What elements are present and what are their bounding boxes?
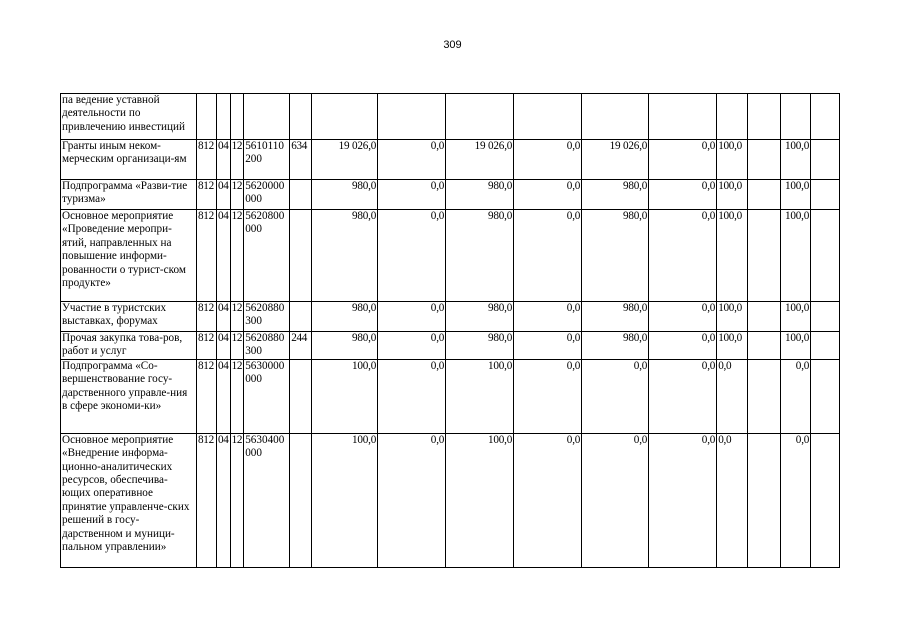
row-name: Основное мероприятие «Внедрение информа-ционно-аналитических ресурсов, обеспечива-ющих оперативное принятие управленче-ских решений в госу-дарственном и муници-пальном управлении» xyxy=(61,433,197,567)
amount-5: 980,0 xyxy=(582,210,649,302)
table-row xyxy=(61,94,840,140)
amount-6 xyxy=(649,94,717,140)
ministry-code: 812 xyxy=(197,332,217,360)
ministry-code: 812 xyxy=(197,433,217,567)
subsection-code: 12 xyxy=(230,140,244,180)
amount-1: 980,0 xyxy=(312,210,378,302)
percent-2 xyxy=(748,359,781,433)
ministry-code xyxy=(197,94,217,140)
amount-3: 980,0 xyxy=(446,332,514,360)
section-code: 04 xyxy=(217,180,231,210)
amount-2 xyxy=(378,94,446,140)
subsection-code: 12 xyxy=(230,180,244,210)
amount-5: 0,0 xyxy=(582,359,649,433)
subsection-code: 12 xyxy=(230,210,244,302)
amount-2: 0,0 xyxy=(378,332,446,360)
amount-3: 980,0 xyxy=(446,302,514,332)
amount-4: 0,0 xyxy=(514,433,582,567)
table-row xyxy=(61,359,840,433)
empty-cell xyxy=(811,180,840,210)
amount-3: 100,0 xyxy=(446,359,514,433)
amount-3: 19 026,0 xyxy=(446,140,514,180)
amount-1: 19 026,0 xyxy=(312,140,378,180)
row-name: па ведение уставной деятельности по привлечению инвестиций xyxy=(61,94,197,140)
expense-type-code xyxy=(290,359,312,433)
amount-2: 0,0 xyxy=(378,140,446,180)
table-row xyxy=(61,140,840,180)
empty-cell xyxy=(811,210,840,302)
row-name: Основное мероприятие «Проведение меропри-ятий, направленных на повышение информи-рованности о турист-ском продукте» xyxy=(61,210,197,302)
amount-6: 0,0 xyxy=(649,332,717,360)
percent-2 xyxy=(748,302,781,332)
percent-1: 0,0 xyxy=(717,433,748,567)
percent-3: 100,0 xyxy=(781,180,811,210)
amount-4: 0,0 xyxy=(514,359,582,433)
percent-3: 100,0 xyxy=(781,210,811,302)
amount-1 xyxy=(312,94,378,140)
target-article-code: 5630400000 xyxy=(244,433,290,567)
ministry-code: 812 xyxy=(197,302,217,332)
row-name: Подпрограмма «Разви-тие туризма» xyxy=(61,180,197,210)
amount-4: 0,0 xyxy=(514,332,582,360)
amount-4: 0,0 xyxy=(514,210,582,302)
section-code: 04 xyxy=(217,332,231,360)
ministry-code: 812 xyxy=(197,140,217,180)
empty-cell xyxy=(811,433,840,567)
subsection-code: 12 xyxy=(230,359,244,433)
percent-2 xyxy=(748,180,781,210)
amount-6: 0,0 xyxy=(649,210,717,302)
percent-1: 100,0 xyxy=(717,180,748,210)
empty-cell xyxy=(811,359,840,433)
section-code: 04 xyxy=(217,210,231,302)
amount-1: 100,0 xyxy=(312,433,378,567)
amount-1: 980,0 xyxy=(312,302,378,332)
table-row xyxy=(61,302,840,332)
percent-3: 100,0 xyxy=(781,302,811,332)
subsection-code xyxy=(230,94,244,140)
ministry-code: 812 xyxy=(197,359,217,433)
table-row xyxy=(61,332,840,360)
section-code: 04 xyxy=(217,302,231,332)
empty-cell xyxy=(811,94,840,140)
amount-6: 0,0 xyxy=(649,359,717,433)
amount-6: 0,0 xyxy=(649,180,717,210)
row-name: Подпрограмма «Со-вершенствование госу-дарственного управле-ния в сфере экономи-ки» xyxy=(61,359,197,433)
target-article-code: 5630000000 xyxy=(244,359,290,433)
target-article-code: 5620000000 xyxy=(244,180,290,210)
budget-table xyxy=(60,93,840,568)
amount-6: 0,0 xyxy=(649,302,717,332)
percent-3: 100,0 xyxy=(781,140,811,180)
amount-4: 0,0 xyxy=(514,180,582,210)
amount-3: 980,0 xyxy=(446,210,514,302)
amount-2: 0,0 xyxy=(378,180,446,210)
percent-3: 0,0 xyxy=(781,433,811,567)
amount-5: 980,0 xyxy=(582,332,649,360)
amount-2: 0,0 xyxy=(378,433,446,567)
subsection-code: 12 xyxy=(230,332,244,360)
target-article-code: 5620880300 xyxy=(244,302,290,332)
table-row xyxy=(61,210,840,302)
expense-type-code xyxy=(290,210,312,302)
percent-1: 100,0 xyxy=(717,332,748,360)
amount-1: 980,0 xyxy=(312,332,378,360)
percent-1: 0,0 xyxy=(717,359,748,433)
amount-1: 100,0 xyxy=(312,359,378,433)
amount-1: 980,0 xyxy=(312,180,378,210)
expense-type-code: 634 xyxy=(290,140,312,180)
section-code: 04 xyxy=(217,140,231,180)
amount-6: 0,0 xyxy=(649,140,717,180)
target-article-code: 5610110200 xyxy=(244,140,290,180)
subsection-code: 12 xyxy=(230,433,244,567)
percent-2 xyxy=(748,210,781,302)
empty-cell xyxy=(811,302,840,332)
amount-3 xyxy=(446,94,514,140)
expense-type-code xyxy=(290,94,312,140)
table-row xyxy=(61,180,840,210)
empty-cell xyxy=(811,332,840,360)
target-article-code: 5620800000 xyxy=(244,210,290,302)
subsection-code: 12 xyxy=(230,302,244,332)
expense-type-code xyxy=(290,302,312,332)
amount-5: 0,0 xyxy=(582,433,649,567)
percent-2 xyxy=(748,140,781,180)
amount-4 xyxy=(514,94,582,140)
empty-cell xyxy=(811,140,840,180)
ministry-code: 812 xyxy=(197,210,217,302)
percent-1: 100,0 xyxy=(717,140,748,180)
target-article-code: 5620880300 xyxy=(244,332,290,360)
percent-2 xyxy=(748,332,781,360)
amount-5: 980,0 xyxy=(582,180,649,210)
amount-3: 100,0 xyxy=(446,433,514,567)
section-code: 04 xyxy=(217,433,231,567)
percent-1 xyxy=(717,94,748,140)
table-row xyxy=(61,433,840,567)
percent-2 xyxy=(748,94,781,140)
page-number: 309 xyxy=(443,39,462,51)
percent-1: 100,0 xyxy=(717,210,748,302)
amount-2: 0,0 xyxy=(378,210,446,302)
section-code xyxy=(217,94,231,140)
expense-type-code xyxy=(290,180,312,210)
amount-2: 0,0 xyxy=(378,359,446,433)
amount-4: 0,0 xyxy=(514,140,582,180)
percent-3: 100,0 xyxy=(781,332,811,360)
amount-4: 0,0 xyxy=(514,302,582,332)
amount-5: 19 026,0 xyxy=(582,140,649,180)
section-code: 04 xyxy=(217,359,231,433)
row-name: Участие в туристских выставках, форумах xyxy=(61,302,197,332)
expense-type-code xyxy=(290,433,312,567)
percent-3: 0,0 xyxy=(781,359,811,433)
row-name: Гранты иным неком-мерческим организаци-ям xyxy=(61,140,197,180)
amount-3: 980,0 xyxy=(446,180,514,210)
percent-3 xyxy=(781,94,811,140)
amount-5: 980,0 xyxy=(582,302,649,332)
target-article-code xyxy=(244,94,290,140)
amount-6: 0,0 xyxy=(649,433,717,567)
expense-type-code: 244 xyxy=(290,332,312,360)
row-name: Прочая закупка това-ров, работ и услуг xyxy=(61,332,197,360)
amount-5 xyxy=(582,94,649,140)
ministry-code: 812 xyxy=(197,180,217,210)
percent-1: 100,0 xyxy=(717,302,748,332)
percent-2 xyxy=(748,433,781,567)
amount-2: 0,0 xyxy=(378,302,446,332)
